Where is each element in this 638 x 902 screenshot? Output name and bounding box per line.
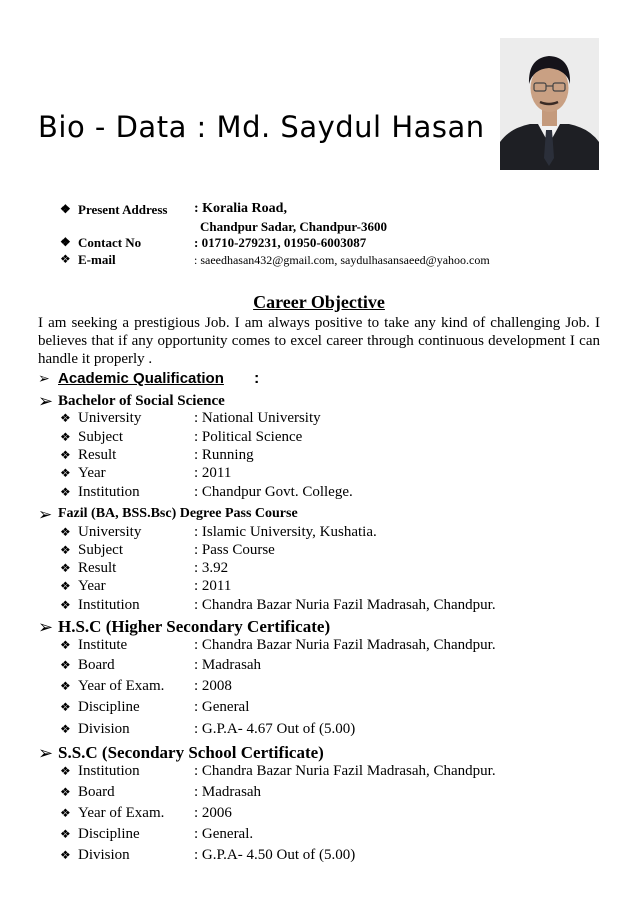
section-title-bachelor: Bachelor of Social Science	[58, 393, 225, 409]
bullet-icon: ❖	[60, 579, 71, 593]
item-label: Institute	[78, 637, 128, 653]
bullet-icon: ❖	[60, 848, 71, 862]
item-label: Discipline	[78, 699, 140, 715]
item-label: Subject	[78, 542, 123, 558]
contact-row-email	[0, 252, 638, 270]
item-label: Year	[78, 465, 106, 481]
bullet-icon: ❖	[60, 202, 71, 216]
contact-row-address	[0, 202, 638, 220]
item-value: : Islamic University, Kushatia.	[194, 524, 377, 540]
item-value: : Pass Course	[194, 542, 275, 558]
address-value-line2: Chandpur Sadar, Chandpur-3600	[200, 219, 388, 234]
item-value: : 2011	[194, 578, 232, 594]
address-label: Present Address	[78, 202, 168, 217]
bullet-icon: ❖	[60, 485, 71, 499]
page-title: Bio - Data : Md. Saydul Hasan	[38, 110, 485, 144]
bullet-icon: ❖	[60, 543, 71, 557]
portrait-image	[500, 38, 599, 170]
address-value: : Koralia Road,	[194, 201, 287, 216]
email-label: E-mail	[78, 252, 116, 267]
item-value: : General	[194, 699, 250, 715]
item-label: Division	[78, 847, 130, 863]
item-value: : 2006	[194, 805, 232, 821]
item-value: : G.P.A- 4.67 Out of (5.00)	[194, 721, 356, 737]
bullet-icon: ❖	[60, 448, 71, 462]
bullet-icon: ❖	[60, 658, 71, 672]
item-label: Board	[78, 657, 115, 673]
item-label: Institution	[78, 763, 140, 779]
section-title-ssc: S.S.C (Secondary School Certificate)	[58, 743, 324, 762]
item-label: Year of Exam.	[78, 805, 165, 821]
contact-value: : 01710-279231, 01950-6003087	[194, 235, 367, 250]
arrow-icon: ➢	[38, 391, 54, 411]
academic-heading-colon: :	[254, 370, 260, 387]
arrow-icon: ➢	[38, 505, 53, 524]
item-label: Result	[78, 560, 117, 576]
academic-qualification-heading: Academic Qualification	[58, 370, 224, 387]
item-value: : Chandra Bazar Nuria Fazil Madrasah, Chandpur.	[194, 763, 496, 779]
bullet-icon: ❖	[60, 679, 71, 693]
bullet-icon: ❖	[60, 806, 71, 820]
item-value: : Chandra Bazar Nuria Fazil Madrasah, Chandpur.	[194, 637, 496, 653]
career-objective-heading: Career Objective	[253, 292, 385, 312]
bullet-icon: ❖	[60, 430, 71, 444]
bullet-icon: ❖	[60, 700, 71, 714]
bullet-icon: ❖	[60, 785, 71, 799]
item-label: Year of Exam.	[78, 678, 165, 694]
item-label: Subject	[78, 429, 123, 445]
profile-photo	[500, 38, 599, 170]
item-value: : General.	[194, 826, 254, 842]
item-value: : Political Science	[194, 429, 303, 445]
bullet-icon: ❖	[60, 252, 71, 266]
career-objective-text: I am seeking a prestigious Job. I am always positive to take any kind of challenging Job. I believes that if any opportunity comes to excel career through continuous development I can handle it properly .	[38, 315, 600, 367]
item-value: : Chandpur Govt. College.	[194, 484, 353, 500]
bullet-icon: ❖	[60, 411, 71, 425]
bullet-icon: ❖	[60, 525, 71, 539]
arrow-icon: ➢	[38, 617, 54, 637]
arrow-icon: ➢	[38, 372, 50, 387]
item-label: Year	[78, 578, 106, 594]
item-label: University	[78, 410, 142, 426]
bullet-icon: ❖	[60, 638, 71, 652]
bullet-icon: ❖	[60, 722, 71, 736]
item-label: Institution	[78, 484, 140, 500]
item-label: Discipline	[78, 826, 140, 842]
item-label: University	[78, 524, 142, 540]
item-label: Board	[78, 784, 115, 800]
bullet-icon: ❖	[60, 598, 71, 612]
item-label: Result	[78, 447, 117, 463]
section-title-hsc: H.S.C (Higher Secondary Certificate)	[58, 617, 331, 636]
item-value: : Madrasah	[194, 784, 262, 800]
item-value: : Chandra Bazar Nuria Fazil Madrasah, Chandpur.	[194, 597, 496, 613]
item-value: : 2011	[194, 465, 232, 481]
contact-label: Contact No	[78, 235, 142, 250]
item-value: : National University	[194, 410, 321, 426]
bullet-icon: ❖	[60, 561, 71, 575]
contact-row-phone	[0, 235, 638, 253]
bullet-icon: ❖	[60, 827, 71, 841]
bullet-icon: ❖	[60, 764, 71, 778]
section-title-fazil: Fazil (BA, BSS.Bsc) Degree Pass Course	[58, 506, 298, 521]
item-value: : G.P.A- 4.50 Out of (5.00)	[194, 847, 356, 863]
item-label: Division	[78, 721, 130, 737]
item-value: : Madrasah	[194, 657, 262, 673]
item-value: : Running	[194, 447, 254, 463]
email-value: : saeedhasan432@gmail.com, saydulhasansaeed@yahoo.com	[194, 253, 490, 267]
bullet-icon: ❖	[60, 235, 71, 249]
arrow-icon: ➢	[38, 743, 54, 763]
bullet-icon: ❖	[60, 466, 71, 480]
item-value: : 3.92	[194, 560, 229, 576]
item-label: Institution	[78, 597, 140, 613]
item-value: : 2008	[194, 678, 232, 694]
